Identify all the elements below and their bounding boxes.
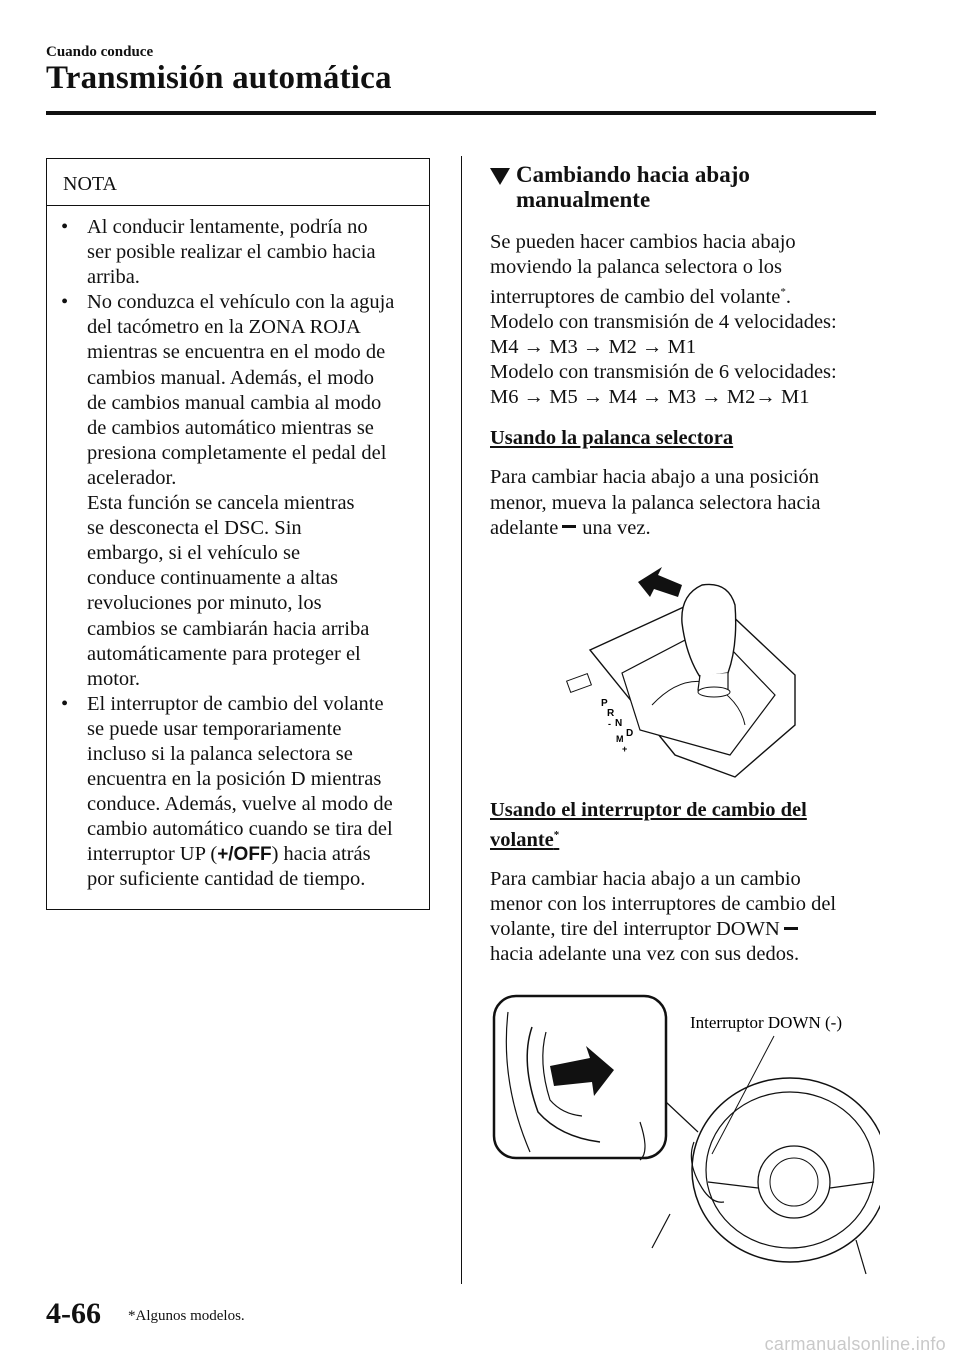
leader-line [666,1102,698,1132]
callout-label: Interruptor DOWN (-) [690,1013,842,1032]
wheel-subheading [490,798,880,853]
text-line [490,917,880,942]
wheel-section [490,798,880,967]
text-line [490,516,880,541]
note-item [57,692,423,893]
asterisk: * [553,829,560,841]
minus-icon [784,927,798,930]
text-line: moviendo la palanca selectora o los [490,256,783,279]
note-line: de cambios automático mientras se [87,416,374,439]
intro-paragraph [490,230,880,410]
title-rule [46,111,876,115]
gate-label-minus: - [608,719,611,729]
note-line: de cambios manual cambia al modo [87,391,382,414]
heading-line [490,823,880,853]
text-fragment: . [785,286,791,309]
hand-outline [691,1142,724,1202]
note-line: motor. [87,667,140,690]
steering-wheel-illustration [490,992,880,1282]
heading-line: manualmente [516,187,651,212]
note-line [87,842,423,867]
heading-line: Cambiando hacia abajo [516,162,750,187]
right-column [490,158,880,541]
model4-label: Modelo con transmisión de 4 velocidades: [490,311,837,334]
text-line: Se pueden hacer cambios hacia abajo [490,231,796,253]
lever-paragraph [490,465,880,540]
note-line: Al conducir lentamente, podría no [87,216,368,238]
triangle-marker-icon [490,168,510,185]
bullet: • [61,692,69,715]
note-line: Esta función se cancela mientras [87,492,355,515]
text-line: menor, mueva la palanca selectora hacia [490,491,821,514]
text-line: Para cambiar hacia abajo a una posición [490,466,819,489]
steering-column [856,1240,866,1274]
note-line: embargo, si el vehículo se [87,542,301,565]
text-fragment: adelante [490,516,559,539]
note-line: ser posible realizar el cambio hacia [87,241,376,264]
note-line: cambios se cambiarán hacia arriba [87,617,370,640]
note-line: se desconecta el DSC. Sin [87,517,302,540]
gate-label-n: N [615,718,623,729]
note-rule [47,205,429,206]
wheel-hub [758,1146,830,1218]
text-line: menor con los interruptores de cambio del [490,892,837,915]
note-line: del tacómetro en la ZONA ROJA [87,316,361,339]
note-line: conduce. Además, vuelve al modo de [87,793,393,816]
note-line: se puede usar temporariamente [87,717,342,740]
text-fragment: volante [490,828,554,851]
wheel-spoke-right [830,1182,874,1188]
note-line: encuentra en la posición D mientras [87,768,382,791]
note-line: revoluciones por minuto, los [87,592,322,615]
model6-label: Modelo con transmisión de 6 velocidades: [490,361,837,384]
text-fragment: interruptores de cambio del volante [490,286,781,309]
wheel-spoke-left [708,1182,758,1188]
bullet: • [61,291,69,314]
wheel-paragraph [490,867,880,967]
gear-lever-illustration [560,555,815,780]
note-line: El interruptor de cambio del volante [87,692,384,715]
switch-prefix: interruptor UP ( [87,843,218,866]
up-off-switch-symbol: +/OFF [217,844,272,866]
text-line [490,280,880,310]
text-line: Para cambiar hacia abajo a un cambio [490,867,801,890]
gate-button [567,674,592,693]
note-line: presiona completamente el pedal del [87,441,387,464]
note-line: mientras se encuentra en el modo de [87,341,386,364]
bullet: • [61,216,69,238]
footnote: *Algunos modelos. [128,1308,245,1324]
note-line: cambios manual. Además, el modo [87,366,374,389]
note-line: automáticamente para proteger el [87,642,361,665]
switch-suffix: ) hacia atrás [271,843,371,866]
column-divider [461,156,462,1284]
note-item [57,215,423,290]
note-line: arriba. [87,266,140,289]
model6-sequence: M6 → M5 → M4 → M3 → M2→ M1 [490,386,810,409]
gate-label-d: D [626,728,634,739]
note-line: incluso si la palanca selectora se [87,742,353,765]
note-item [57,290,423,692]
section-heading [490,162,880,212]
note-line: conduce continuamente a altas [87,567,339,590]
note-line: por suficiente cantidad de tiempo. [87,868,366,891]
note-line: cambio automático cuando se tira del [87,818,393,841]
asterisk: * [780,286,786,299]
note-list [57,215,423,893]
minus-icon [562,525,576,528]
gate-label-p: P [601,698,608,709]
direction-arrow-icon [638,567,682,597]
lever-base [698,687,730,697]
watermark: carmanualsonline.info [764,1334,946,1354]
page-title: Transmisión automática [46,60,392,96]
note-title: NOTA [63,173,117,195]
gate-label-r: R [607,708,615,719]
heading-line: Usando el interruptor de cambio del [490,799,807,821]
gate-label-plus: + [622,744,628,754]
text-fragment: volante, tire del interruptor DOWN [490,918,780,941]
note-line: No conduzca el vehículo con la aguja [87,291,395,314]
text-fragment: una vez. [582,516,651,539]
driver-arm [652,1214,670,1248]
gate-label-m: M [616,734,624,744]
note-box [46,158,430,910]
note-line: acelerador. [87,466,177,489]
lever-subheading: Usando la palanca selectora [490,427,734,450]
page-number: 4-66 [46,1297,101,1330]
model4-sequence: M4 → M3 → M2 → M1 [490,336,697,359]
section-label: Cuando conduce [46,44,154,60]
text-line: hacia adelante una vez con sus dedos. [490,943,800,966]
